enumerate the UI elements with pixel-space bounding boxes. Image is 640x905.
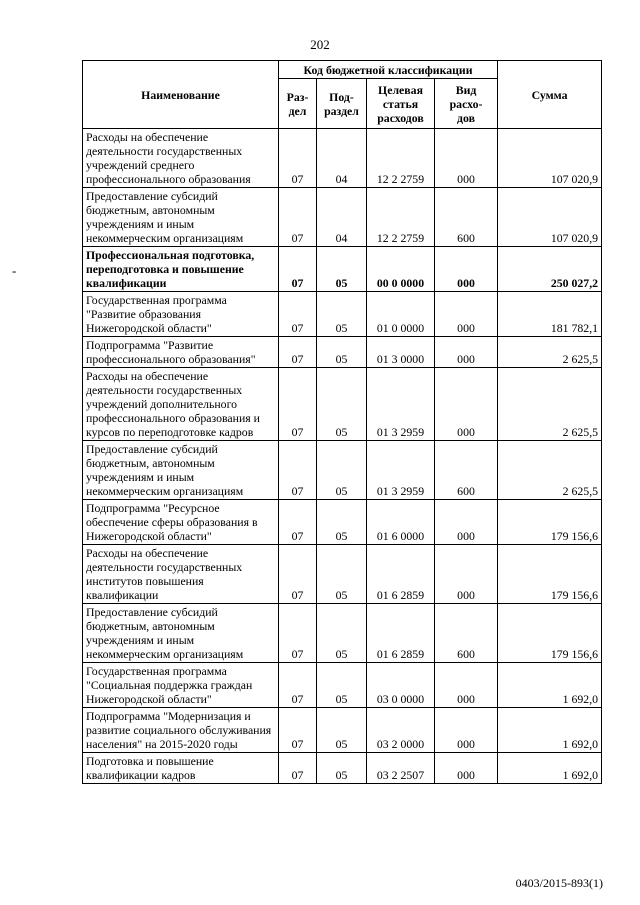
table-row [83, 129, 602, 188]
row-sum: 250 027,2 [498, 247, 602, 292]
table-row [83, 292, 602, 337]
row-name: Подготовка и повышение квалификации кадров [83, 753, 279, 784]
row-sum: 107 020,9 [498, 188, 602, 247]
header-sum: Сумма [498, 61, 602, 129]
table-body [83, 129, 602, 784]
row-name: Профессиональная подготовка, переподготовка и повышение квалификации [83, 247, 279, 292]
row-section: 07 [279, 129, 317, 188]
row-target-article: 01 6 2859 [367, 604, 435, 663]
footer-document-code: 0403/2015-893(1) [515, 876, 603, 890]
table-row [83, 247, 602, 292]
margin-mark: - [12, 263, 17, 278]
row-target-article: 01 6 2859 [367, 545, 435, 604]
header-section: Раз- дел [279, 79, 317, 129]
row-sum: 107 020,9 [498, 129, 602, 188]
table-row [83, 708, 602, 753]
row-sum: 179 156,6 [498, 545, 602, 604]
header-name: Наименование [83, 61, 279, 129]
row-name: Предоставление субсидий бюджетным, автономным учреждениям и иным некоммерческим организациям [83, 604, 279, 663]
table-row [83, 337, 602, 368]
row-expense-type: 600 [435, 188, 498, 247]
row-target-article: 01 0 0000 [367, 292, 435, 337]
row-expense-type: 000 [435, 708, 498, 753]
row-section: 07 [279, 545, 317, 604]
header-target-article: Целевая статья расходов [367, 79, 435, 129]
table-row [83, 545, 602, 604]
row-expense-type: 000 [435, 292, 498, 337]
row-target-article: 01 6 0000 [367, 500, 435, 545]
row-sum: 181 782,1 [498, 292, 602, 337]
row-section: 07 [279, 188, 317, 247]
row-name: Расходы на обеспечение деятельности государственных учреждений дополнительного профессионального образования и курсов по переподготовке кадров [83, 368, 279, 441]
row-name: Государственная программа "Развитие образования Нижегородской области" [83, 292, 279, 337]
row-name: Подпрограмма "Ресурсное обеспечение сферы образования в Нижегородской области" [83, 500, 279, 545]
table-row [83, 663, 602, 708]
row-sum: 2 625,5 [498, 441, 602, 500]
row-sum: 2 625,5 [498, 368, 602, 441]
row-subsection: 04 [317, 129, 367, 188]
row-expense-type: 000 [435, 368, 498, 441]
table-row [83, 368, 602, 441]
row-target-article: 03 0 0000 [367, 663, 435, 708]
row-expense-type: 000 [435, 129, 498, 188]
table-row [83, 441, 602, 500]
row-expense-type: 000 [435, 337, 498, 368]
row-subsection: 05 [317, 247, 367, 292]
table-row [83, 500, 602, 545]
row-target-article: 12 2 2759 [367, 129, 435, 188]
row-subsection: 05 [317, 441, 367, 500]
row-subsection: 05 [317, 545, 367, 604]
header-classification: Код бюджетной классификации [279, 61, 498, 79]
row-name: Государственная программа "Социальная поддержка граждан Нижегородской области" [83, 663, 279, 708]
row-expense-type: 000 [435, 753, 498, 784]
row-target-article: 03 2 2507 [367, 753, 435, 784]
row-target-article: 00 0 0000 [367, 247, 435, 292]
row-section: 07 [279, 753, 317, 784]
row-sum: 1 692,0 [498, 663, 602, 708]
row-expense-type: 000 [435, 247, 498, 292]
row-target-article: 12 2 2759 [367, 188, 435, 247]
row-name: Расходы на обеспечение деятельности государственных институтов повышения квалификации [83, 545, 279, 604]
row-target-article: 01 3 2959 [367, 368, 435, 441]
budget-table [82, 60, 602, 784]
row-name: Предоставление субсидий бюджетным, автономным учреждениям и иным некоммерческим организациям [83, 188, 279, 247]
row-target-article: 01 3 0000 [367, 337, 435, 368]
page-number: 202 [310, 37, 330, 52]
row-expense-type: 000 [435, 500, 498, 545]
row-section: 07 [279, 292, 317, 337]
row-target-article: 01 3 2959 [367, 441, 435, 500]
row-expense-type: 000 [435, 545, 498, 604]
row-name: Расходы на обеспечение деятельности государственных учреждений среднего профессионального образования [83, 129, 279, 188]
row-subsection: 05 [317, 292, 367, 337]
row-subsection: 05 [317, 663, 367, 708]
row-subsection: 05 [317, 500, 367, 545]
row-expense-type: 600 [435, 441, 498, 500]
row-sum: 1 692,0 [498, 753, 602, 784]
table-row [83, 604, 602, 663]
row-section: 07 [279, 247, 317, 292]
row-target-article: 03 2 0000 [367, 708, 435, 753]
row-expense-type: 600 [435, 604, 498, 663]
row-subsection: 05 [317, 604, 367, 663]
table-row [83, 188, 602, 247]
row-name: Подпрограмма "Развитие профессионального образования" [83, 337, 279, 368]
row-sum: 1 692,0 [498, 708, 602, 753]
row-sum: 179 156,6 [498, 500, 602, 545]
table-row [83, 753, 602, 784]
row-name: Подпрограмма "Модернизация и развитие социального обслуживания населения" на 2015-2020 годы [83, 708, 279, 753]
row-section: 07 [279, 663, 317, 708]
header-expense-type: Вид расхо- дов [435, 79, 498, 129]
row-section: 07 [279, 441, 317, 500]
row-name: Предоставление субсидий бюджетным, автономным учреждениям и иным некоммерческим организациям [83, 441, 279, 500]
row-subsection: 05 [317, 708, 367, 753]
row-subsection: 04 [317, 188, 367, 247]
row-section: 07 [279, 604, 317, 663]
row-expense-type: 000 [435, 663, 498, 708]
row-sum: 179 156,6 [498, 604, 602, 663]
row-subsection: 05 [317, 337, 367, 368]
row-subsection: 05 [317, 753, 367, 784]
row-section: 07 [279, 368, 317, 441]
row-section: 07 [279, 500, 317, 545]
header-subsection: Под- раздел [317, 79, 367, 129]
row-section: 07 [279, 337, 317, 368]
row-section: 07 [279, 708, 317, 753]
row-subsection: 05 [317, 368, 367, 441]
row-sum: 2 625,5 [498, 337, 602, 368]
